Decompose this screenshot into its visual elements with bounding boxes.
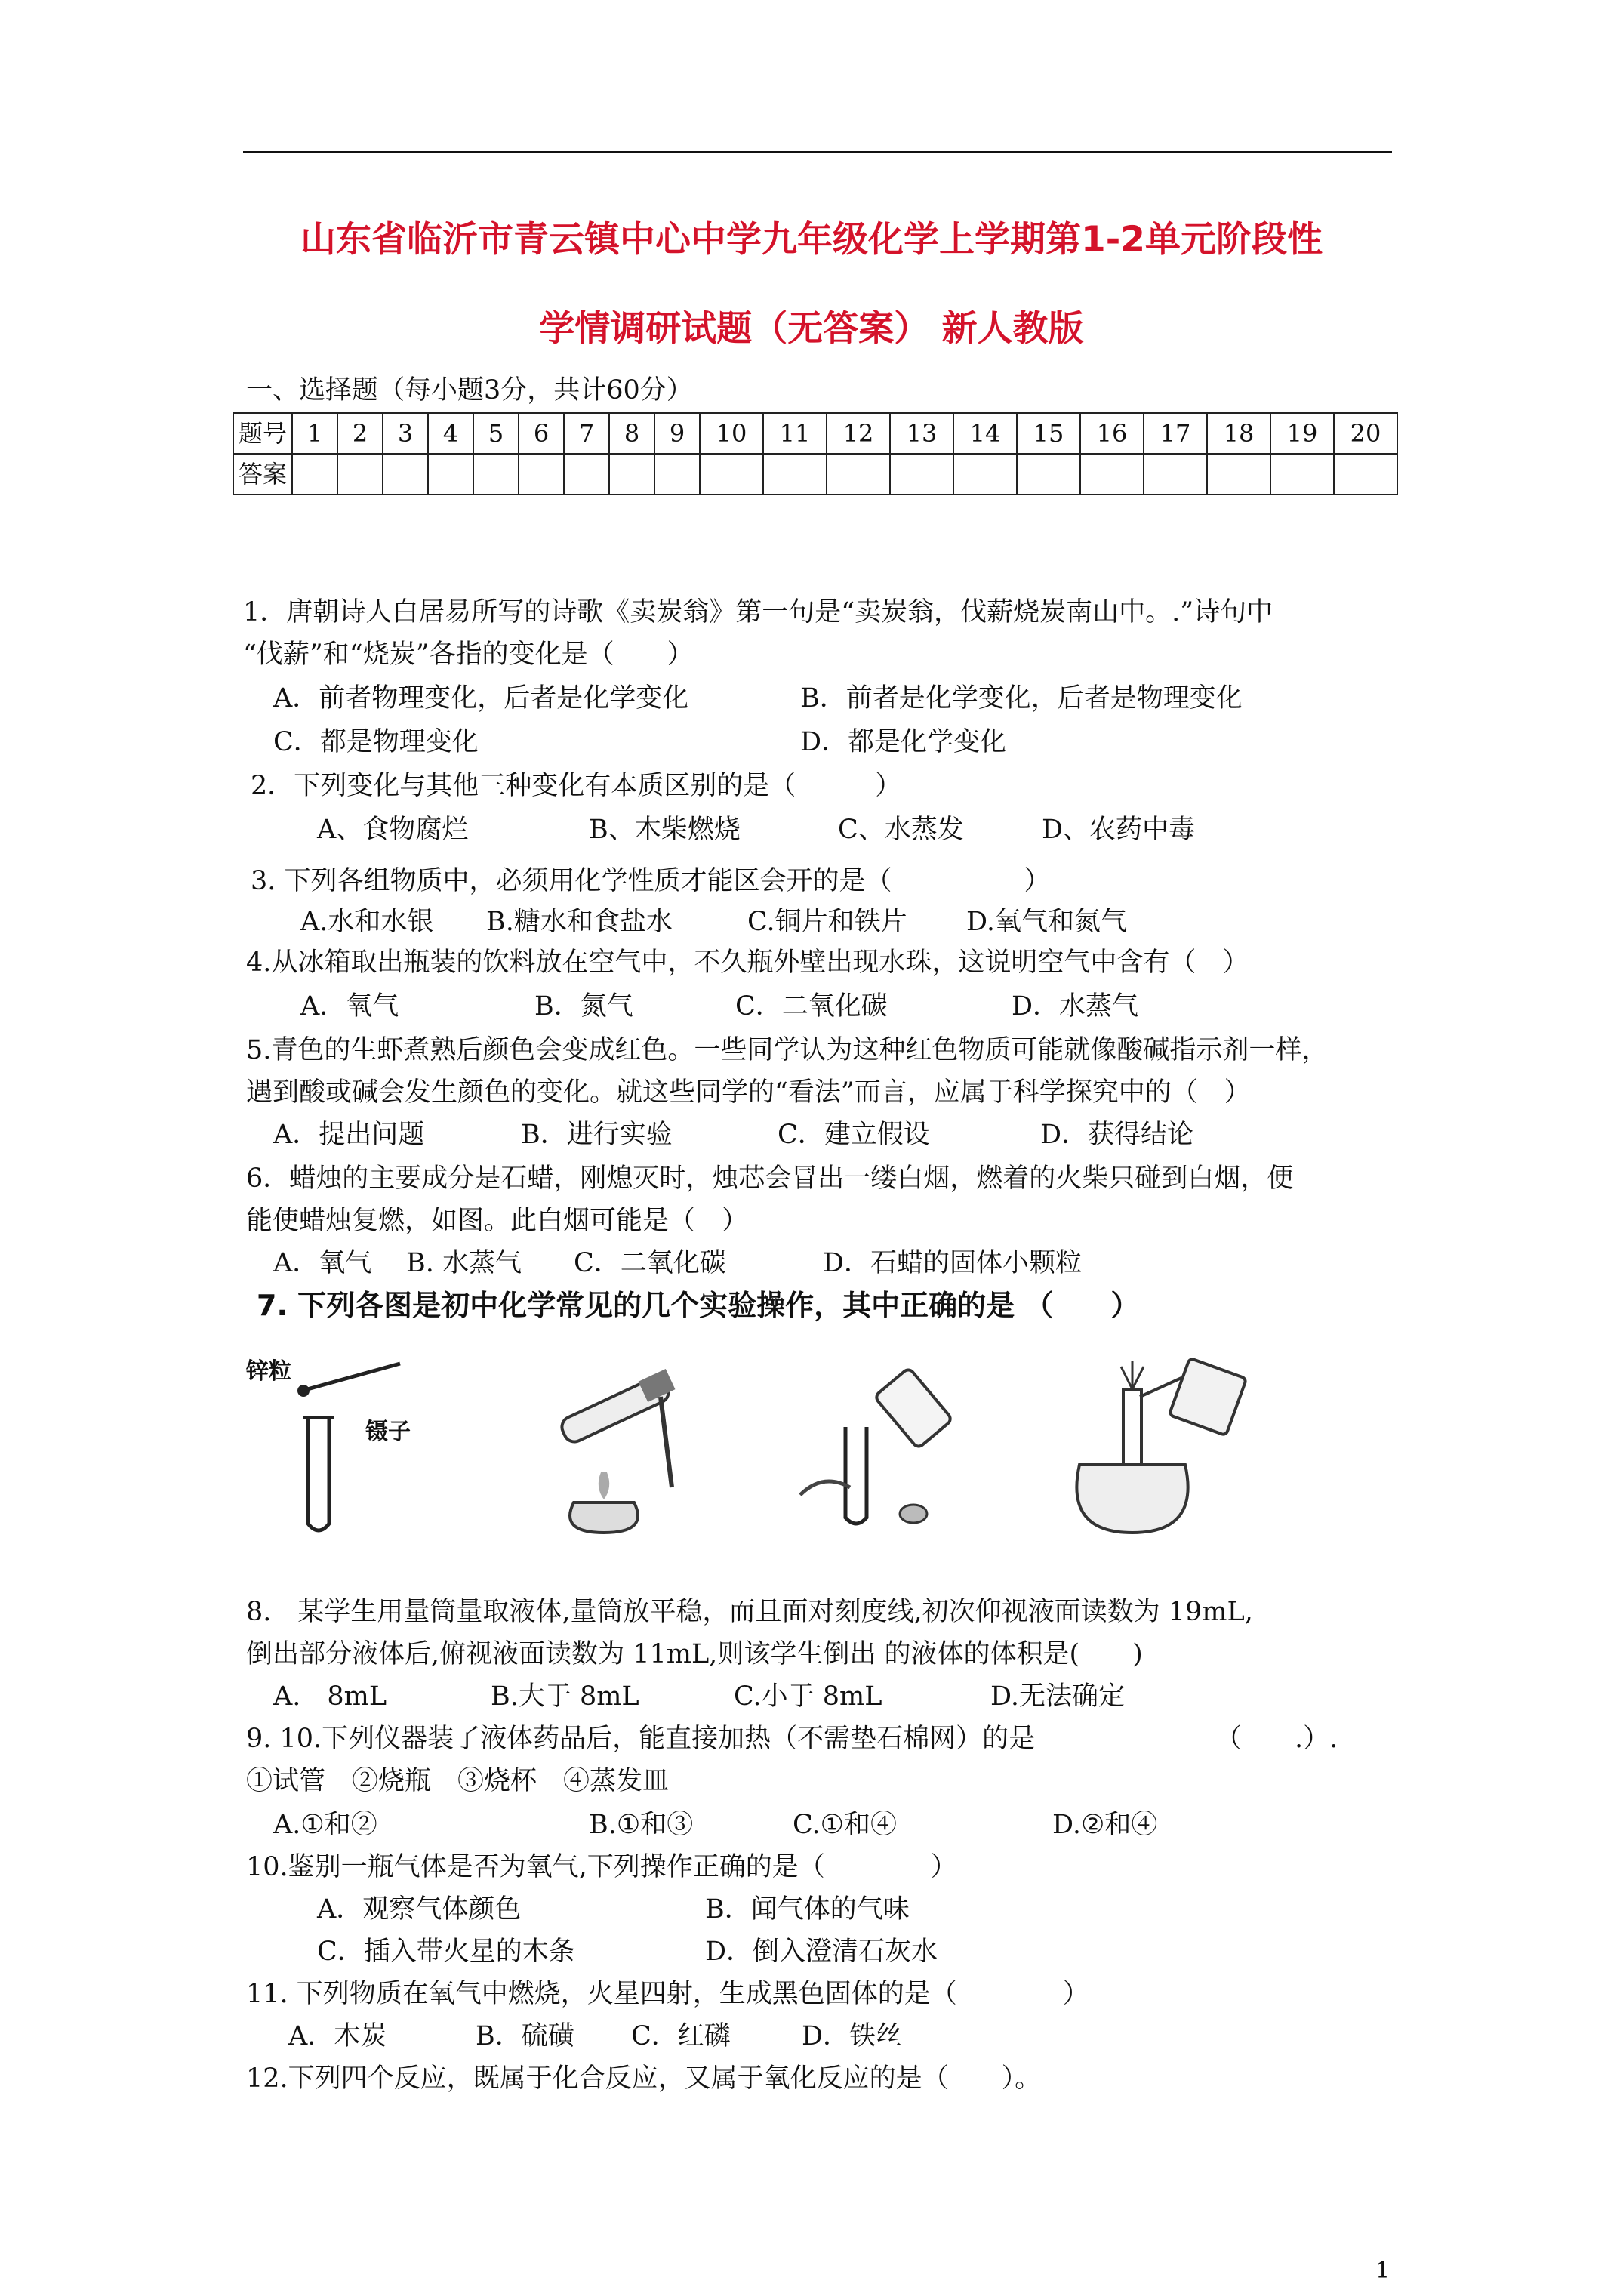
question-4-line-1: 4.从冰箱取出瓶装的饮料放在空气中，不久瓶外壁出现水珠，这说明空气中含有（ ）: [246, 948, 1249, 978]
question-3-option-a[interactable]: A.水和水银: [300, 907, 434, 937]
question-number: 12: [827, 413, 890, 454]
question-5-option-c[interactable]: C．建立假设: [778, 1120, 930, 1150]
answer-cell[interactable]: [1017, 454, 1080, 495]
question-1-line-2: “伐薪”和“烧炭”各指的变化是（ ）: [243, 639, 694, 670]
question-number: 8: [609, 413, 654, 454]
question-4-option-b[interactable]: B．氮气: [534, 991, 633, 1022]
question-3-option-c[interactable]: C.铜片和铁片: [747, 907, 907, 937]
stopper-icon: [900, 1505, 927, 1523]
question-8-line-2: 倒出部分液体后,俯视液面读数为 11mL,则该学生倒出 的液体的体积是( ): [246, 1639, 1143, 1669]
question-9-items: ①试管 ②烧瓶 ③烧杯 ④蒸发皿: [246, 1766, 670, 1796]
question-number: 20: [1334, 413, 1397, 454]
answer-cell[interactable]: [654, 454, 700, 495]
question-number: 5: [473, 413, 519, 454]
question-number: 16: [1080, 413, 1144, 454]
question-9-answer-bracket: （ .）.: [1215, 1724, 1338, 1754]
question-11-option-a[interactable]: A．木炭: [288, 2021, 387, 2051]
question-1-option-d[interactable]: D．都是化学变化: [800, 727, 1007, 757]
answer-cell[interactable]: [473, 454, 519, 495]
answer-cell[interactable]: [383, 454, 428, 495]
question-8-option-b[interactable]: B.大于 8mL: [491, 1681, 639, 1712]
table-row: [233, 454, 1397, 495]
question-12-line-1: 12.下列四个反应，既属于化合反应，又属于氧化反应的是（ ）。: [246, 2063, 1042, 2094]
question-number: 1: [292, 413, 337, 454]
answer-cell[interactable]: [292, 454, 337, 495]
answer-cell[interactable]: [890, 454, 953, 495]
answer-cell[interactable]: [519, 454, 564, 495]
alcohol-lamp-icon: [1076, 1465, 1187, 1533]
test-tube-icon: [308, 1418, 329, 1530]
answer-table: [233, 412, 1398, 495]
question-1-option-c[interactable]: C．都是物理变化: [273, 727, 479, 757]
answer-cell[interactable]: [609, 454, 654, 495]
question-2-option-b[interactable]: B、木柴燃烧: [589, 815, 741, 845]
question-number: 2: [337, 413, 383, 454]
hand-icon: [800, 1481, 850, 1495]
question-6-option-c[interactable]: C．二氧化碳: [574, 1248, 726, 1278]
question-4-option-c[interactable]: C．二氧化碳: [735, 991, 888, 1022]
answer-cell[interactable]: [1207, 454, 1270, 495]
question-11-line-1: 11. 下列物质在氧气中燃烧，火星四射，生成黑色固体的是（ ）: [246, 1979, 1089, 2009]
tweezers-icon: [302, 1364, 400, 1391]
question-5-line-1: 5.青色的生虾煮熟后颜色会变成红色。一些同学认为这种红色物质可能就像酸碱指示剂一样，: [246, 1035, 1329, 1065]
question-number: 3: [383, 413, 428, 454]
question-10-option-a[interactable]: A．观察气体颜色: [317, 1894, 522, 1925]
question-5-option-a[interactable]: A．提出问题: [273, 1120, 425, 1150]
table-row-label: 答案: [233, 454, 292, 495]
question-1-line-1: 1．唐朝诗人白居易所写的诗歌《卖炭翁》第一句是“卖炭翁，伐薪烧炭南山中。.”诗句中: [243, 597, 1273, 627]
question-11-option-d[interactable]: D．铁丝: [802, 2021, 903, 2051]
answer-cell[interactable]: [1144, 454, 1207, 495]
question-7-line-1: 7. 下列各图是初中化学常见的几个实验操作，其中正确的是 （ ）: [257, 1289, 1140, 1322]
question-3-option-d[interactable]: D.氧气和氮气: [966, 907, 1127, 937]
question-6-line-2: 能使蜡烛复燃，如图。此白烟可能是（ ）: [246, 1206, 749, 1236]
question-number: 14: [953, 413, 1017, 454]
question-5-option-d[interactable]: D．获得结论: [1040, 1120, 1194, 1150]
question-11-option-b[interactable]: B．硫磺: [476, 2021, 574, 2051]
beaker-icon: [1169, 1358, 1247, 1436]
figure-label-tweezers: 镊子: [365, 1419, 411, 1445]
question-2-line-1: 2．下列变化与其他三种变化有本质区别的是（ ）: [251, 771, 902, 801]
flame-icon: [599, 1472, 609, 1499]
question-1-option-b[interactable]: B．前者是化学变化，后者是物理变化: [800, 683, 1243, 713]
table-row-label: 题号: [233, 413, 292, 454]
question-6-option-b[interactable]: B. 水蒸气: [406, 1248, 522, 1278]
question-9-option-b[interactable]: B.①和③: [589, 1810, 694, 1840]
question-number: 9: [654, 413, 700, 454]
question-number: 4: [428, 413, 473, 454]
receiving-tube-icon: [845, 1427, 867, 1524]
question-2-option-a[interactable]: A、食物腐烂: [317, 815, 469, 845]
answer-cell[interactable]: [827, 454, 890, 495]
question-number: 7: [564, 413, 609, 454]
answer-cell[interactable]: [1334, 454, 1397, 495]
question-8-option-d[interactable]: D.无法确定: [990, 1681, 1125, 1712]
question-number: 19: [1270, 413, 1334, 454]
question-1-option-a[interactable]: A．前者物理变化，后者是化学变化: [273, 683, 689, 713]
question-number: 17: [1144, 413, 1207, 454]
page-title-line2: 学情调研试题（无答案） 新人教版: [539, 308, 1084, 350]
experiment-figure-2: [528, 1344, 725, 1540]
question-4-option-d[interactable]: D．水蒸气: [1012, 991, 1139, 1022]
page-number: 1: [1375, 2257, 1390, 2284]
question-11-option-c[interactable]: C．红磷: [631, 2021, 731, 2051]
answer-cell[interactable]: [763, 454, 827, 495]
answer-cell[interactable]: [953, 454, 1017, 495]
question-number: 11: [763, 413, 827, 454]
question-8-line-1: 8. 某学生用量筒量取液体,量筒放平稳，而且面对刻度线,初次仰视液面读数为 19mL,: [246, 1597, 1253, 1627]
test-tube-icon: [1123, 1389, 1141, 1465]
question-6-line-1: 6．蜡烛的主要成分是石蜡，刚熄灭时，烛芯会冒出一缕白烟，燃着的火柴只碰到白烟，便: [246, 1163, 1294, 1194]
question-10-option-b[interactable]: B．闻气体的气味: [705, 1894, 910, 1925]
question-8-option-c[interactable]: C.小于 8mL: [734, 1681, 882, 1712]
question-6-option-a[interactable]: A．氧气: [273, 1248, 372, 1278]
alcohol-lamp-icon: [570, 1502, 638, 1533]
question-9-option-c[interactable]: C.①和④: [793, 1810, 898, 1840]
question-4-option-a[interactable]: A．氧气: [300, 991, 399, 1022]
zinc-granule-icon: [297, 1385, 310, 1397]
question-6-option-d[interactable]: D．石蜡的固体小颗粒: [823, 1248, 1083, 1278]
question-3-option-b[interactable]: B.糖水和食盐水: [486, 907, 673, 937]
question-3-line-1: 3. 下列各组物质中，必须用化学性质才能区会开的是（ ）: [251, 866, 1051, 896]
question-2-option-d[interactable]: D、农药中毒: [1042, 815, 1196, 845]
question-9-line-1: 9. 10.下列仪器装了液体药品后，能直接加热（不需垫石棉网）的是: [246, 1724, 1036, 1754]
question-10-option-d[interactable]: D．倒入澄清石灰水: [705, 1937, 938, 1967]
experiment-figure-3: [778, 1344, 974, 1540]
table-row: [233, 413, 1397, 454]
section-heading: 一、选择题（每小题3分，共计60分）: [246, 375, 693, 405]
question-number: 13: [890, 413, 953, 454]
question-5-option-b[interactable]: B．进行实验: [521, 1120, 673, 1150]
answer-cell[interactable]: [700, 454, 763, 495]
reagent-bottle-icon: [874, 1367, 953, 1449]
question-number: 15: [1017, 413, 1080, 454]
question-9-option-a[interactable]: A.①和②: [273, 1810, 377, 1840]
question-10-line-1: 10.鉴别一瓶气体是否为氧气,下列操作正确的是（ ）: [246, 1852, 957, 1882]
answer-cell[interactable]: [1080, 454, 1144, 495]
question-number: 10: [700, 413, 763, 454]
experiment-figure-4: [1049, 1344, 1253, 1540]
question-5-line-2: 遇到酸或碱会发生颜色的变化。就这些同学的“看法”而言，应属于科学探究中的（ ）: [246, 1077, 1251, 1108]
figure-label-zinc: 锌粒: [246, 1358, 291, 1385]
header-rule: [243, 151, 1392, 153]
answer-cell[interactable]: [1270, 454, 1334, 495]
question-number: 6: [519, 413, 564, 454]
question-10-option-c[interactable]: C．插入带火星的木条: [317, 1937, 575, 1967]
answer-cell[interactable]: [564, 454, 609, 495]
page-title-line1: 山东省临沂市青云镇中心中学九年级化学上学期第1-2单元阶段性: [300, 219, 1323, 260]
question-9-option-d[interactable]: D.②和④: [1052, 1810, 1158, 1840]
sparks-icon: [1121, 1361, 1144, 1389]
question-number: 18: [1207, 413, 1270, 454]
question-8-option-a[interactable]: A. 8mL: [273, 1681, 387, 1712]
question-2-option-c[interactable]: C、水蒸发: [838, 815, 964, 845]
answer-cell[interactable]: [428, 454, 473, 495]
answer-cell[interactable]: [337, 454, 383, 495]
